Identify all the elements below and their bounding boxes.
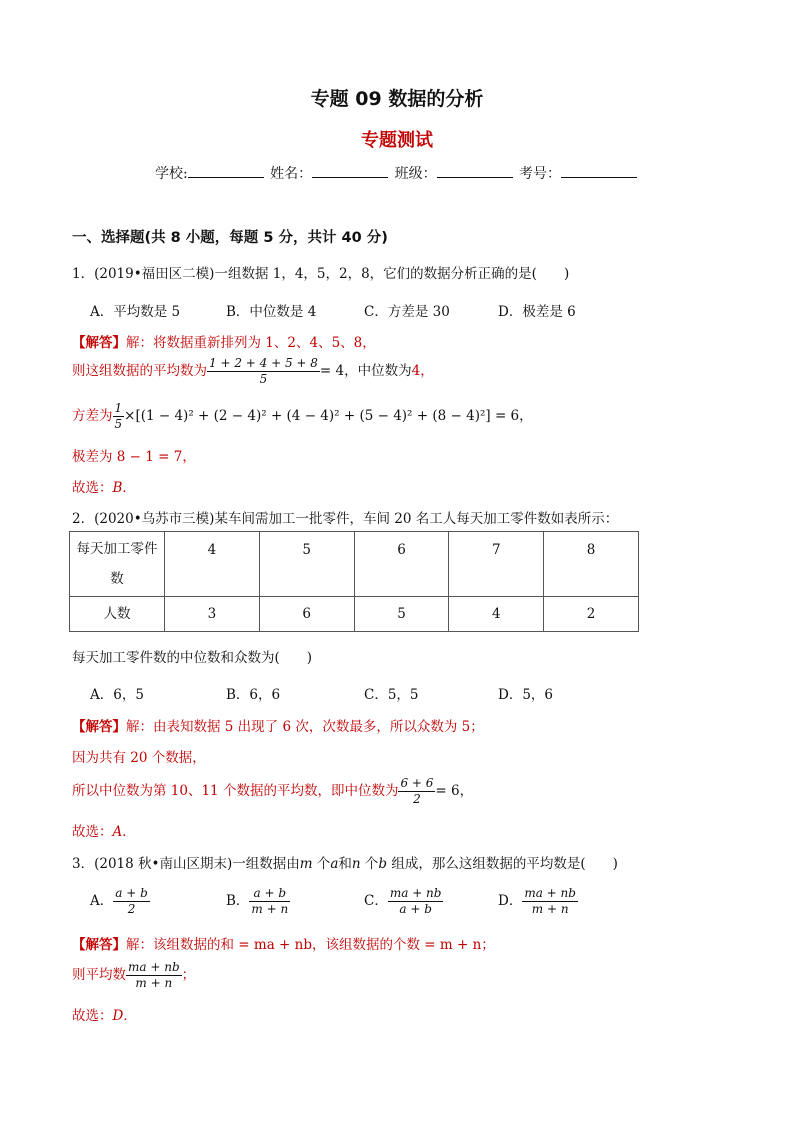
q3-solution-line-1: 【解答】解：该组数据的和 = ma + nb，该组数据的个数 = m + n；: [72, 937, 495, 953]
school-label: 学校:: [154, 166, 188, 182]
q2-table: [69, 531, 639, 632]
school-field[interactable]: [188, 163, 264, 178]
q3-stem: 3．(2018 秋•南山区期末)一组数据由m 个a和n 个b 组成，那么这组数据的平均数是( ): [72, 856, 618, 872]
q3-option-d: D． $\frac{ma + nb}{m + n}$: [498, 886, 576, 916]
exam-no-field[interactable]: [561, 163, 637, 178]
q2-question: 每天加工零件数的中位数和众数为( ): [72, 650, 313, 666]
q3-choice: 故选：D．: [72, 1008, 137, 1024]
exam-no-label: 考号：: [519, 166, 562, 182]
q1-stem: 1．(2019•福田区二模)一组数据 1，4，5，2，8，它们的数据分析正确的是( ): [72, 266, 570, 282]
q2-option-b: B．6，6: [226, 687, 281, 703]
q3-option-c: C． $\frac{ma + nb}{a + b}$: [364, 886, 442, 916]
name-field[interactable]: [312, 163, 388, 178]
name-label: 姓名：: [270, 166, 313, 182]
q3-solution-line-2: 则平均数 $\frac{ma + nb}{m + n}$ ；: [72, 960, 196, 990]
class-field[interactable]: [437, 163, 513, 178]
q2-solution-line-3: 所以中位数为第 10、11 个数据的平均数，即中位数为 $\frac{6 + 6}{2}$ = 6，: [72, 776, 474, 806]
table-row: 人数 3 6 5 4 2: [70, 597, 639, 632]
q1-option-c: C．方差是 30: [364, 304, 450, 320]
q2-solution-line-2: 因为共有 20 个数据，: [72, 750, 206, 766]
q2-solution-line-1: 【解答】解：由表知数据 5 出现了 6 次，次数最多，所以众数为 5；: [72, 719, 484, 735]
q3-option-a: A． $\frac{a + b}{2}$: [90, 886, 148, 916]
q2-option-d: D．5，6: [498, 687, 554, 703]
q1-solution-line-3: 方差为 $\frac{1}{5}$ ×[(1 − 4)² + (2 − 4)² + (4 − 4)² + (5 − 4)² + (8 − 4)²] = 6，: [72, 401, 533, 431]
q1-solution-line-1: 【解答】解：将数据重新排列为 1、2、4、5、8，: [72, 335, 376, 351]
q3-option-b: B． $\frac{a + b}{m + n}$: [226, 886, 289, 916]
q1-choice: 故选：B．: [72, 480, 136, 496]
q1-option-a: A．平均数是 5: [90, 304, 181, 320]
table-row: 每天加工零件 数 4 5 6 7 8: [70, 532, 639, 597]
q2-choice: 故选：A．: [72, 824, 136, 840]
q1-option-b: B．中位数是 4: [226, 304, 317, 320]
student-info-line: [0, 163, 794, 183]
section-heading: 一、选择题(共 8 小题，每题 5 分，共计 40 分): [72, 230, 388, 246]
q2-stem: 2．(2020•乌苏市三模)某车间需加工一批零件，车间 20 名工人每天加工零件数如表所示：: [72, 511, 619, 527]
q2-option-a: A．6，5: [90, 687, 144, 703]
q1-solution-line-4: 极差为 8 − 1 = 7，: [72, 449, 196, 465]
page-subtitle: 专题测试: [361, 130, 433, 151]
q1-solution-line-2: 则这组数据的平均数为 $\frac{1 + 2 + 4 + 5 + 8}{5}$ = 4，中位数为4，: [72, 356, 434, 386]
q2-option-c: C．5，5: [364, 687, 419, 703]
page-title: 专题 09 数据的分析: [310, 88, 484, 110]
class-label: 班级：: [394, 166, 437, 182]
q1-option-d: D．极差是 6: [498, 304, 576, 320]
